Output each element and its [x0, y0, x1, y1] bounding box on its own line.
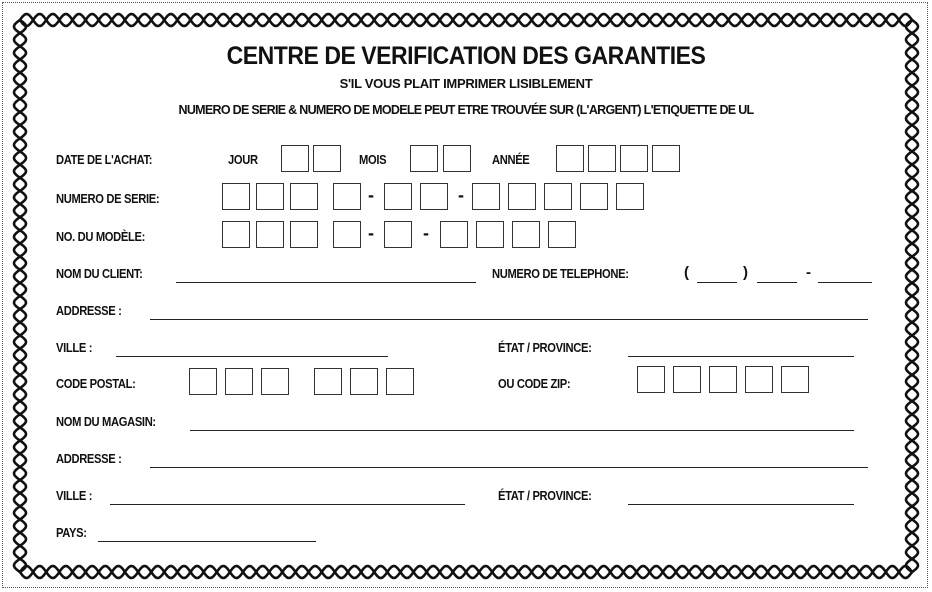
postal-box-6[interactable]	[386, 368, 414, 395]
day-box-2[interactable]	[313, 145, 341, 172]
month-box-1[interactable]	[410, 145, 438, 172]
serial-box-8[interactable]	[508, 183, 536, 210]
phone-area-code-line[interactable]	[697, 282, 737, 283]
month-box-2[interactable]	[443, 145, 471, 172]
zip-box-5[interactable]	[781, 366, 809, 393]
serial-box-4[interactable]	[333, 183, 361, 210]
address-line[interactable]	[150, 319, 868, 320]
phone-close-paren: )	[743, 264, 748, 281]
model-box-7[interactable]	[476, 221, 504, 248]
model-separator-2: -	[423, 223, 429, 243]
address-label: ADDRESSE :	[56, 303, 122, 318]
model-box-3[interactable]	[290, 221, 318, 248]
month-label: MOIS	[359, 152, 387, 167]
store-address-label: ADDRESSE :	[56, 451, 122, 466]
phone-number-line[interactable]	[818, 282, 872, 283]
client-name-label: NOM DU CLIENT:	[56, 266, 143, 281]
serial-box-5[interactable]	[384, 183, 412, 210]
year-box-1[interactable]	[556, 145, 584, 172]
state-line[interactable]	[628, 356, 854, 357]
zip-box-4[interactable]	[745, 366, 773, 393]
model-box-8[interactable]	[512, 221, 540, 248]
store-address-line[interactable]	[150, 467, 868, 468]
country-line[interactable]	[98, 541, 316, 542]
serial-box-11[interactable]	[616, 183, 644, 210]
model-box-2[interactable]	[256, 221, 284, 248]
serial-box-3[interactable]	[290, 183, 318, 210]
phone-dash: -	[806, 264, 811, 281]
phone-open-paren: (	[684, 264, 689, 281]
model-box-9[interactable]	[548, 221, 576, 248]
serial-box-9[interactable]	[544, 183, 572, 210]
store-name-line[interactable]	[190, 430, 854, 431]
serial-separator-1: -	[368, 185, 374, 205]
state-label: ÉTAT / PROVINCE:	[498, 340, 592, 355]
zip-box-2[interactable]	[673, 366, 701, 393]
year-box-4[interactable]	[652, 145, 680, 172]
year-box-3[interactable]	[620, 145, 648, 172]
postal-box-1[interactable]	[189, 368, 217, 395]
serial-box-2[interactable]	[256, 183, 284, 210]
serial-box-7[interactable]	[472, 183, 500, 210]
postal-code-label: CODE POSTAL:	[56, 376, 136, 391]
phone-label: NUMERO DE TELEPHONE:	[492, 266, 629, 281]
serial-box-10[interactable]	[580, 183, 608, 210]
client-name-line[interactable]	[176, 282, 476, 283]
country-label: PAYS:	[56, 525, 87, 540]
purchase-date-label: DATE DE L'ACHAT:	[56, 152, 153, 167]
model-separator-1: -	[368, 223, 374, 243]
serial-box-1[interactable]	[222, 183, 250, 210]
zip-box-1[interactable]	[637, 366, 665, 393]
form-subtitle: S'IL VOUS PLAIT IMPRIMER LISIBLEMENT	[339, 76, 593, 91]
form-note: NUMERO DE SERIE & NUMERO DE MODELE PEUT ETRE TROUVÉE SUR (L'ARGENT) L'ETIQUETTE DE UL	[178, 103, 754, 117]
year-label: ANNÉE	[492, 152, 530, 167]
day-box-1[interactable]	[281, 145, 309, 172]
postal-box-2[interactable]	[225, 368, 253, 395]
model-box-1[interactable]	[222, 221, 250, 248]
border-strand-1	[14, 14, 918, 578]
model-number-label: NO. DU MODÈLE:	[56, 229, 145, 244]
model-box-5[interactable]	[384, 221, 412, 248]
city-label: VILLE :	[56, 340, 93, 355]
serial-box-6[interactable]	[420, 183, 448, 210]
year-box-2[interactable]	[588, 145, 616, 172]
postal-box-5[interactable]	[350, 368, 378, 395]
day-label: JOUR	[228, 152, 258, 167]
postal-box-3[interactable]	[261, 368, 289, 395]
zip-code-label: OU CODE ZIP:	[498, 376, 571, 391]
model-box-6[interactable]	[440, 221, 468, 248]
phone-prefix-line[interactable]	[757, 282, 797, 283]
store-name-label: NOM DU MAGASIN:	[56, 414, 156, 429]
city-line[interactable]	[116, 356, 388, 357]
postal-box-4[interactable]	[314, 368, 342, 395]
form-title: CENTRE DE VERIFICATION DES GARANTIES	[226, 42, 706, 70]
border-strand-2	[14, 14, 918, 578]
serial-number-label: NUMERO DE SERIE:	[56, 191, 160, 206]
serial-separator-2: -	[458, 185, 464, 205]
store-state-line[interactable]	[628, 504, 854, 505]
model-box-4[interactable]	[333, 221, 361, 248]
store-state-label: ÉTAT / PROVINCE:	[498, 488, 592, 503]
zip-box-3[interactable]	[709, 366, 737, 393]
store-city-line[interactable]	[110, 504, 465, 505]
store-city-label: VILLE :	[56, 488, 93, 503]
